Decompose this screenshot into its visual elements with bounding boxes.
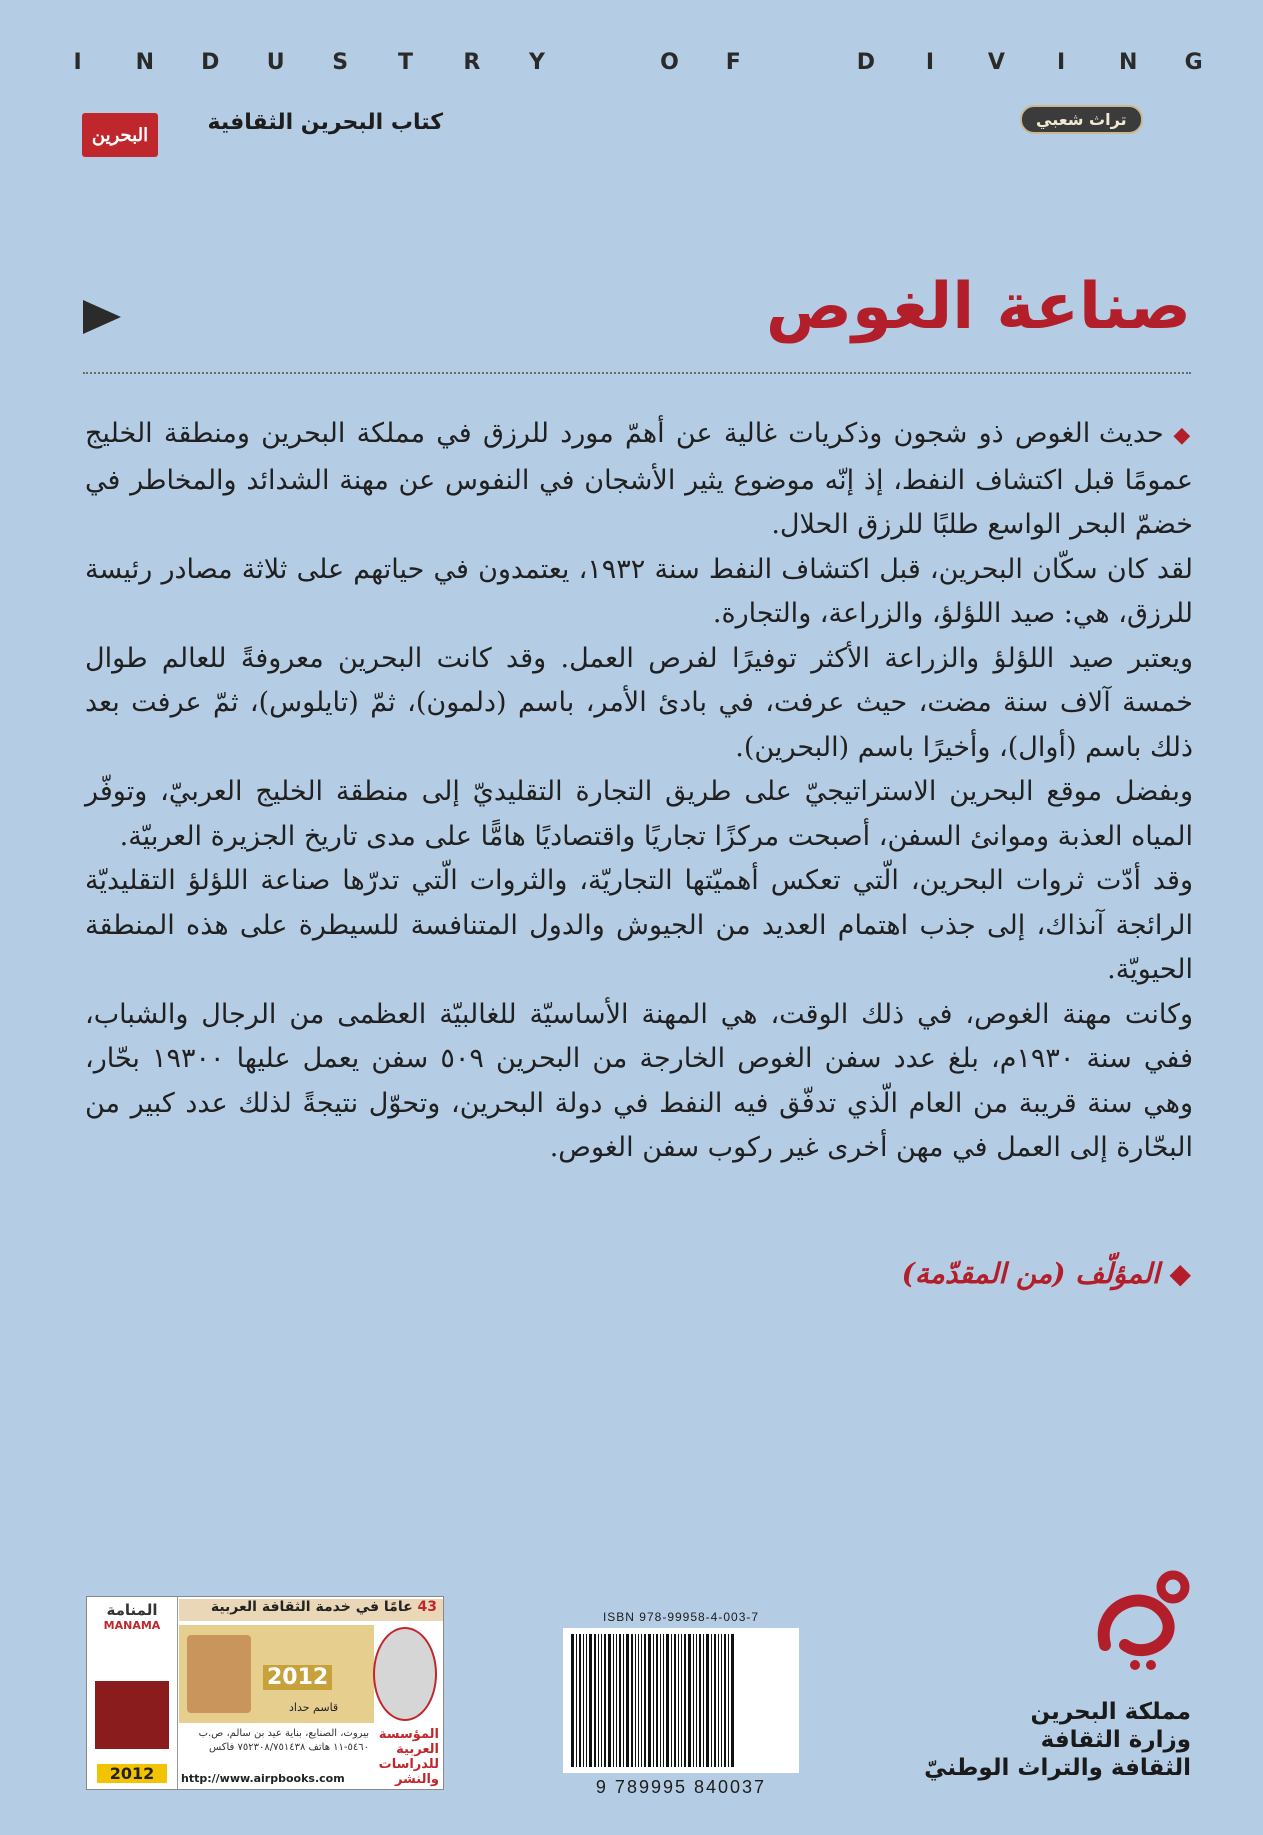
book-title: صناعة الغوص bbox=[765, 270, 1191, 344]
award-year-text: 2012 bbox=[263, 1665, 332, 1690]
spine-title-letter: I bbox=[925, 50, 935, 75]
barcode-bar bbox=[693, 1634, 694, 1767]
ministry-text: مملكة البحرين وزارة الثقافة الثقافة والتراث الوطنيّ bbox=[924, 1699, 1191, 1781]
award-city-english: MANAMA bbox=[103, 1619, 161, 1632]
barcode-bar bbox=[589, 1634, 592, 1767]
bullet-icon: ◆ bbox=[1163, 423, 1193, 448]
barcode-bar bbox=[571, 1634, 574, 1767]
spine-title-letter: I bbox=[1056, 50, 1066, 75]
barcode-bar bbox=[608, 1634, 611, 1767]
award-org: المؤسسة العربية للدراسات والنشر bbox=[378, 1727, 439, 1787]
barcode-bar bbox=[631, 1634, 633, 1767]
barcode-bar bbox=[718, 1634, 719, 1767]
barcode-bar bbox=[666, 1634, 669, 1767]
spine-title-letter: I bbox=[73, 50, 82, 75]
isbn-top-text: ISBN 978-99958-4-003-7 bbox=[602, 1610, 760, 1624]
award-year-badge: 2012 bbox=[97, 1764, 167, 1783]
barcode-bar bbox=[696, 1634, 697, 1767]
spine-title-letter: F bbox=[725, 50, 741, 75]
barcode-bar bbox=[586, 1634, 587, 1767]
barcode-bars bbox=[563, 1628, 799, 1773]
barcode-bar bbox=[594, 1634, 596, 1767]
barcode-bar bbox=[721, 1634, 722, 1767]
publisher-line: كتاب البحرين الثقافية bbox=[207, 110, 443, 135]
spine-title-letter: R bbox=[463, 50, 481, 75]
award-emblem-icon bbox=[95, 1681, 169, 1749]
award-person-photo bbox=[187, 1635, 251, 1713]
barcode-bar bbox=[583, 1634, 584, 1767]
spine-title-letter: Y bbox=[528, 50, 545, 75]
spine-title-letter bbox=[595, 50, 610, 75]
spine-title-letter: N bbox=[135, 50, 154, 75]
barcode-bar bbox=[671, 1634, 672, 1767]
spine-title-letter: D bbox=[856, 50, 876, 75]
barcode-bar bbox=[660, 1634, 661, 1767]
barcode-bar bbox=[681, 1634, 682, 1767]
barcode-bar bbox=[598, 1634, 599, 1767]
barcode-bar bbox=[635, 1634, 636, 1767]
spine-title-letter: N bbox=[1119, 50, 1138, 75]
award-banner: 43 عامًا في خدمة الثقافة العربية bbox=[179, 1599, 443, 1621]
blurb-paragraph: ويعتبر صيد اللؤلؤ والزراعة الأكثر توفيرًا لفرص العمل. وقد كانت البحرين معروفةً للعالم طوال خمسة آلاف سنة مضت، حيث عرفت، في بادئ الأمر، باسم (دلمون)، ثمّ (تايلوس)، ثمّ عرفت بعد ذلك باسم (أوال)، وأخيرًا باسم (البحرين). bbox=[85, 642, 1193, 763]
barcode-bar bbox=[678, 1634, 679, 1767]
blurb-paragraph: ◆ حديث الغوص ذو شجون وذكريات غالية عن أهمّ مورد للرزق في مملكة البحرين ومنطقة الخليج عمومًا قبل اكتشاف النفط، إذ إنّه موضوع يثير الأشجان في النفوس عن مهنة الشدائد والمخاطر في خضمّ البحر الواسع طلبًا للرزق الحلال. bbox=[85, 418, 1193, 540]
barcode-bar bbox=[613, 1634, 614, 1767]
publisher-logo: البحرين bbox=[82, 113, 158, 157]
barcode-bar bbox=[699, 1634, 701, 1767]
blurb-paragraph: لقد كان سكّان البحرين، قبل اكتشاف النفط سنة ١٩٣٢، يعتمدون في حياتهم على ثلاثة مصادر رئيسة للرزق، هي: صيد اللؤلؤ، والزراعة، والتجارة. bbox=[85, 553, 1193, 629]
barcode-bar bbox=[656, 1634, 658, 1767]
barcode-bar bbox=[684, 1634, 686, 1767]
barcode-bar bbox=[731, 1634, 734, 1767]
barcode-bar bbox=[638, 1634, 639, 1767]
isbn-bottom-text: 9 789995 840037 bbox=[595, 1777, 767, 1797]
barcode-bar bbox=[711, 1634, 712, 1767]
back-cover-blurb bbox=[85, 412, 1193, 1171]
barcode-bar bbox=[616, 1634, 617, 1767]
spine-title-letter: S bbox=[332, 50, 349, 75]
blurb-paragraph: وبفضل موقع البحرين الاستراتيجيّ على طريق التجارة التقليديّ إلى منطقة الخليج العربيّ، وتوفّر المياه العذبة وموانئ السفن، أصبحت مركزًا تجاريًا واقتصاديًا هامًّا على مدى تاريخ الجزيرة العربيّة. bbox=[85, 776, 1193, 852]
barcode-bar bbox=[703, 1634, 704, 1767]
award-right-panel bbox=[179, 1597, 443, 1789]
spine-title bbox=[70, 50, 1203, 75]
barcode-bar bbox=[728, 1634, 729, 1767]
barcode-bar bbox=[663, 1634, 664, 1767]
spine-title-letter bbox=[791, 50, 806, 75]
barcode-bar bbox=[619, 1634, 621, 1767]
barcode-bar bbox=[604, 1634, 606, 1767]
barcode-bar bbox=[623, 1634, 624, 1767]
barcode-bar bbox=[579, 1634, 581, 1767]
spine-title-letter: V bbox=[987, 50, 1005, 75]
series-badge: تراث شعبي bbox=[1020, 105, 1143, 134]
barcode-bar bbox=[626, 1634, 629, 1767]
spine-title-letter: U bbox=[266, 50, 285, 75]
ministry-calligraphy-logo bbox=[1085, 1565, 1205, 1675]
award-url: http://www.airpbooks.com bbox=[181, 1772, 345, 1785]
play-arrow-icon bbox=[83, 300, 121, 334]
barcode-bar bbox=[706, 1634, 709, 1767]
barcode-bar bbox=[653, 1634, 654, 1767]
author-signature: ◆ المؤلّف (من المقدّمة) bbox=[901, 1257, 1191, 1290]
spine-title-letter: T bbox=[397, 50, 413, 75]
spine-title-letter: O bbox=[660, 50, 679, 75]
spine-title-letter: D bbox=[201, 50, 220, 75]
barcode-bar bbox=[576, 1634, 577, 1767]
barcode-bar bbox=[714, 1634, 716, 1767]
award-seal-icon bbox=[373, 1627, 437, 1721]
blurb-paragraph: وكانت مهنة الغوص، في ذلك الوقت، هي المهنة الأساسيّة للغالبيّة العظمى من الرجال والشباب، ففي سنة ١٩٣٠م، بلغ عدد سفن الغوص الخارجة من البحرين ٥٠٩ سفن يعمل عليها ١٩٣٠٠ بحّار، وهي سنة قريبة من العام الّذي تدفّق فيه النفط في دولة البحرين، وتحوّل نتيجةً لذلك عدد كبير من البحّارة إلى العمل في مهن أخرى غير ركوب سفن الغوص. bbox=[85, 998, 1193, 1163]
award-sticker bbox=[86, 1596, 444, 1790]
spine-title-letter: G bbox=[1184, 50, 1203, 75]
barcode-bar bbox=[641, 1634, 642, 1767]
blurb-paragraph: وقد أدّت ثروات البحرين، الّتي تعكس أهميّتها التجاريّة، والثروات الّتي تدرّها صناعة اللؤلؤ التقليديّة الرائجة آنذاك، إلى جذب اهتمام العديد من الجيوش والدول المتنافسة للسيطرة على هذه المنطقة الحيويّة. bbox=[85, 865, 1193, 985]
dotted-divider bbox=[83, 372, 1191, 374]
award-city-arabic: المنامة bbox=[106, 1601, 158, 1619]
barcode-bar bbox=[644, 1634, 646, 1767]
barcode-bar bbox=[648, 1634, 651, 1767]
barcode-bar bbox=[601, 1634, 602, 1767]
award-address: بيروت، الصنايع، بناية عيد بن سالم، ص.ب ٥٤٦٠-١١ هاتف ٧٥٢٣٠٨/٧٥١٤٣٨ فاكس bbox=[198, 1728, 369, 1753]
award-left-panel bbox=[87, 1597, 178, 1789]
isbn-barcode bbox=[563, 1610, 799, 1810]
bullet-icon: ◆ bbox=[1159, 1257, 1191, 1290]
award-person-name: قاسم حداد bbox=[289, 1701, 339, 1714]
barcode-bar bbox=[688, 1634, 691, 1767]
barcode-bar bbox=[674, 1634, 676, 1767]
barcode-bar bbox=[724, 1634, 726, 1767]
